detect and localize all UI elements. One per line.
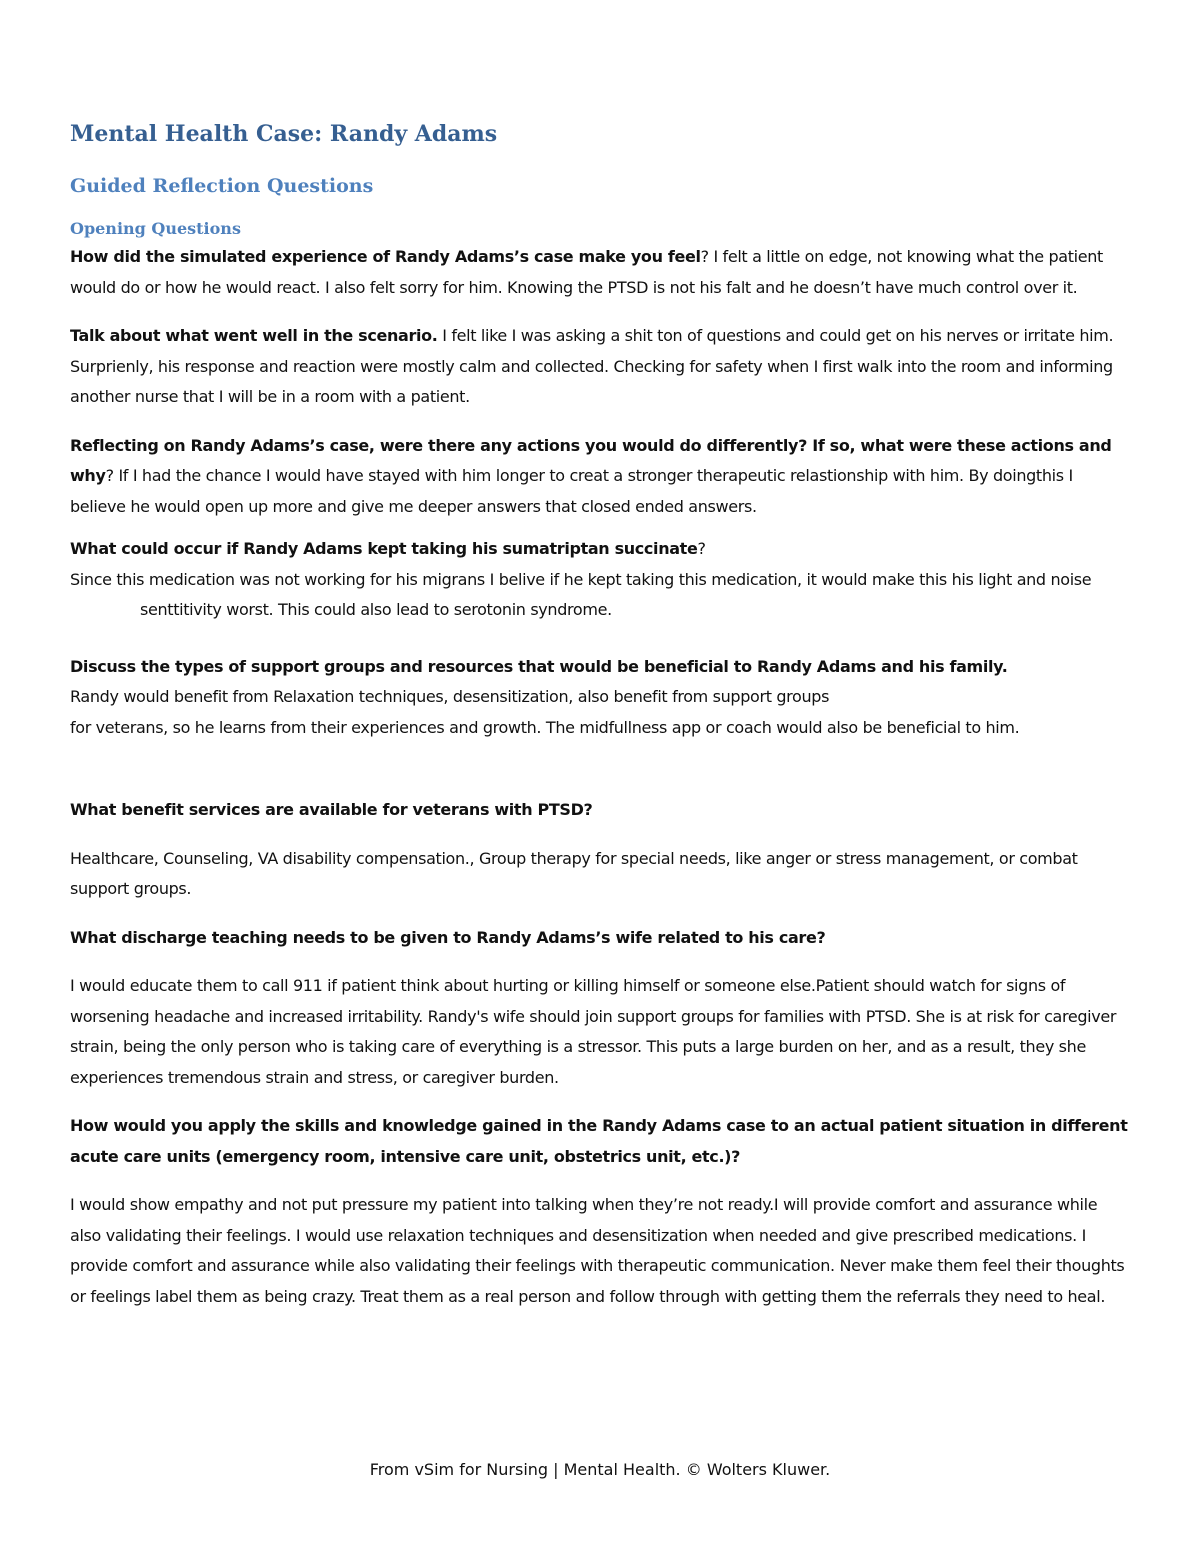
question-block-4 (70, 534, 1132, 565)
question-block-2 (70, 321, 1132, 413)
answer-5-line-2: for veterans, so he learns from their experiences and growth. The midfullness app or coach would also be beneficial to him. (70, 717, 1020, 737)
answer-7: I would educate them to call 911 if patient think about hurting or killing himself or someone else.Patient should watch for signs of worsening headache and increased irritability. Randy's wife should join support groups for families with PTSD. She is at risk for caregiver strain, being the only person who is taking care of everything is a stressor. This puts a large burden on her, and as a result, they she experiences tremendous strain and stress, or caregiver burden. (70, 976, 1117, 1087)
question-block-3 (70, 431, 1132, 523)
answer-4: Since this medication was not working for his migrans I belive if he kept taking this medication, it would make this his light and noise senttitivity worst. This could also lead to serotonin syndrome. (70, 569, 1092, 619)
answer-2: I felt like I was asking a shit ton of questions and could get on his nerves or irritate him. Surprienly, his response and reaction were mostly calm and collected. Checking for safety when I first walk into the room and informing another nurse that I will be in a room with a patient. (70, 326, 1114, 406)
question-6: What benefit services are available for veterans with PTSD? (70, 800, 593, 819)
document-page (70, 116, 1132, 1312)
answer-6: Healthcare, Counseling, VA disability compensation., Group therapy for special needs, like anger or stress management, or combat support groups. (70, 848, 1078, 898)
question-1: How did the simulated experience of Randy Adams’s case make you feel (70, 247, 701, 266)
question-4: What could occur if Randy Adams kept taking his sumatriptan succinate (70, 539, 698, 558)
document-subtitle: Guided Reflection Questions (70, 175, 374, 197)
document-title: Mental Health Case: Randy Adams (70, 121, 498, 147)
question-2: Talk about what went well in the scenario. (70, 326, 438, 345)
question-3: Reflecting on Randy Adams’s case, were there any actions you would do differently? If so, what were these actions and why (70, 435, 1112, 485)
question-block-1 (70, 242, 1132, 303)
answer-5-line-1: Randy would benefit from Relaxation techniques, desensitization, also benefit from support groups (70, 687, 830, 706)
answer-3: ? If I had the chance I would have stayed with him longer to creat a stronger therapeutic relastionship with him. By doingthis I believe he would open up more and give me deeper answers that closed ended answers. (70, 466, 1073, 516)
question-4-mark: ? (697, 539, 706, 558)
answer-1: ? I felt a little on edge, not knowing what the patient would do or how he would react. I also felt sorry for him. Knowing the PTSD is not his falt and he doesn’t have much control over it. (70, 247, 1103, 297)
section-heading: Opening Questions (70, 219, 241, 238)
question-8: How would you apply the skills and knowledge gained in the Randy Adams case to an actual patient situation in different acute care units (emergency room, intensive care unit, obstetrics unit, etc.)? (70, 1116, 1128, 1166)
question-5: Discuss the types of support groups and resources that would be beneficial to Randy Adams and his family. (70, 656, 1008, 676)
question-7: What discharge teaching needs to be given to Randy Adams’s wife related to his care? (70, 927, 826, 947)
answer-8: I would show empathy and not put pressure my patient into talking when they’re not ready.I will provide comfort and assurance while also validating their feelings. I would use relaxation techniques and desensitization when needed and give prescribed medications. I provide comfort and assurance while also validating their feelings with therapeutic communication. Never make them feel their thoughts or feelings label them as being crazy. Treat them as a real person and follow through with getting them the referrals they need to heal. (70, 1195, 1125, 1306)
page-footer: From vSim for Nursing | Mental Health. © Wolters Kluwer. (369, 1460, 831, 1479)
